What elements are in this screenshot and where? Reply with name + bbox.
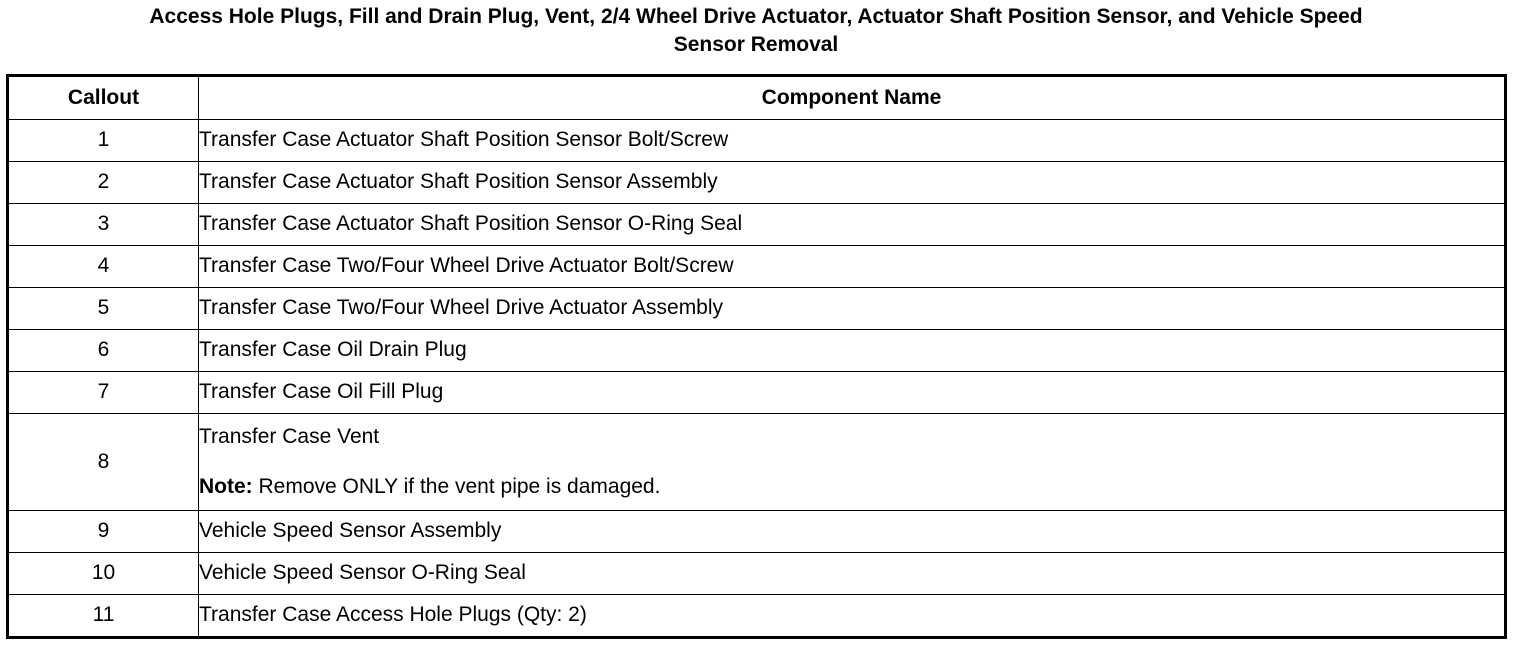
callout-number: 11 <box>9 594 199 636</box>
component-name: Transfer Case Two/Four Wheel Drive Actuator Assembly <box>199 287 1505 329</box>
header-callout: Callout <box>9 77 199 119</box>
table-header-row <box>9 77 1504 119</box>
component-name: Transfer Case Oil Drain Plug <box>199 329 1505 371</box>
callout-number: 5 <box>9 287 199 329</box>
header-component-name: Component Name <box>199 77 1505 119</box>
page-title-line-1: Access Hole Plugs, Fill and Drain Plug, Vent, 2/4 Wheel Drive Actuator, Actuator Shaft Position Sensor, and Vehicle Speed <box>149 5 1363 28</box>
callout-number: 6 <box>9 329 199 371</box>
callout-table-frame <box>6 74 1507 639</box>
table-row <box>9 203 1504 245</box>
callout-number: 2 <box>9 161 199 203</box>
component-name: Vehicle Speed Sensor O-Ring Seal <box>199 552 1505 594</box>
table-row <box>9 245 1504 287</box>
note-text: Remove ONLY if the vent pipe is damaged. <box>252 474 661 498</box>
callout-number: 9 <box>9 510 199 552</box>
table-row <box>9 119 1504 161</box>
component-name: Transfer Case Actuator Shaft Position Sensor Bolt/Screw <box>199 119 1505 161</box>
table-row <box>9 594 1504 636</box>
callout-number: 3 <box>9 203 199 245</box>
table-row <box>9 161 1504 203</box>
component-name: Transfer Case Actuator Shaft Position Sensor Assembly <box>199 161 1505 203</box>
table-row <box>9 371 1504 413</box>
callout-number: 1 <box>9 119 199 161</box>
callout-number: 10 <box>9 552 199 594</box>
table-row <box>9 552 1504 594</box>
page-title-line-2: Sensor Removal <box>673 33 839 56</box>
component-name: Transfer Case Actuator Shaft Position Sensor O-Ring Seal <box>199 203 1505 245</box>
table-row <box>9 510 1504 552</box>
callout-number: 8 <box>9 413 199 510</box>
callout-table <box>9 77 1504 636</box>
page-title <box>0 3 1512 59</box>
component-cell-with-note <box>199 413 1505 510</box>
component-name: Transfer Case Oil Fill Plug <box>199 371 1505 413</box>
table-row <box>9 329 1504 371</box>
component-name: Transfer Case Two/Four Wheel Drive Actuator Bolt/Screw <box>199 245 1505 287</box>
callout-number: 4 <box>9 245 199 287</box>
callout-number: 7 <box>9 371 199 413</box>
table-row <box>9 413 1504 510</box>
table-row <box>9 287 1504 329</box>
note-label: Note: <box>199 474 253 498</box>
component-name: Transfer Case Access Hole Plugs (Qty: 2) <box>199 594 1505 636</box>
component-name: Vehicle Speed Sensor Assembly <box>199 510 1505 552</box>
component-note <box>199 475 1504 499</box>
component-name: Transfer Case Vent <box>199 424 380 448</box>
